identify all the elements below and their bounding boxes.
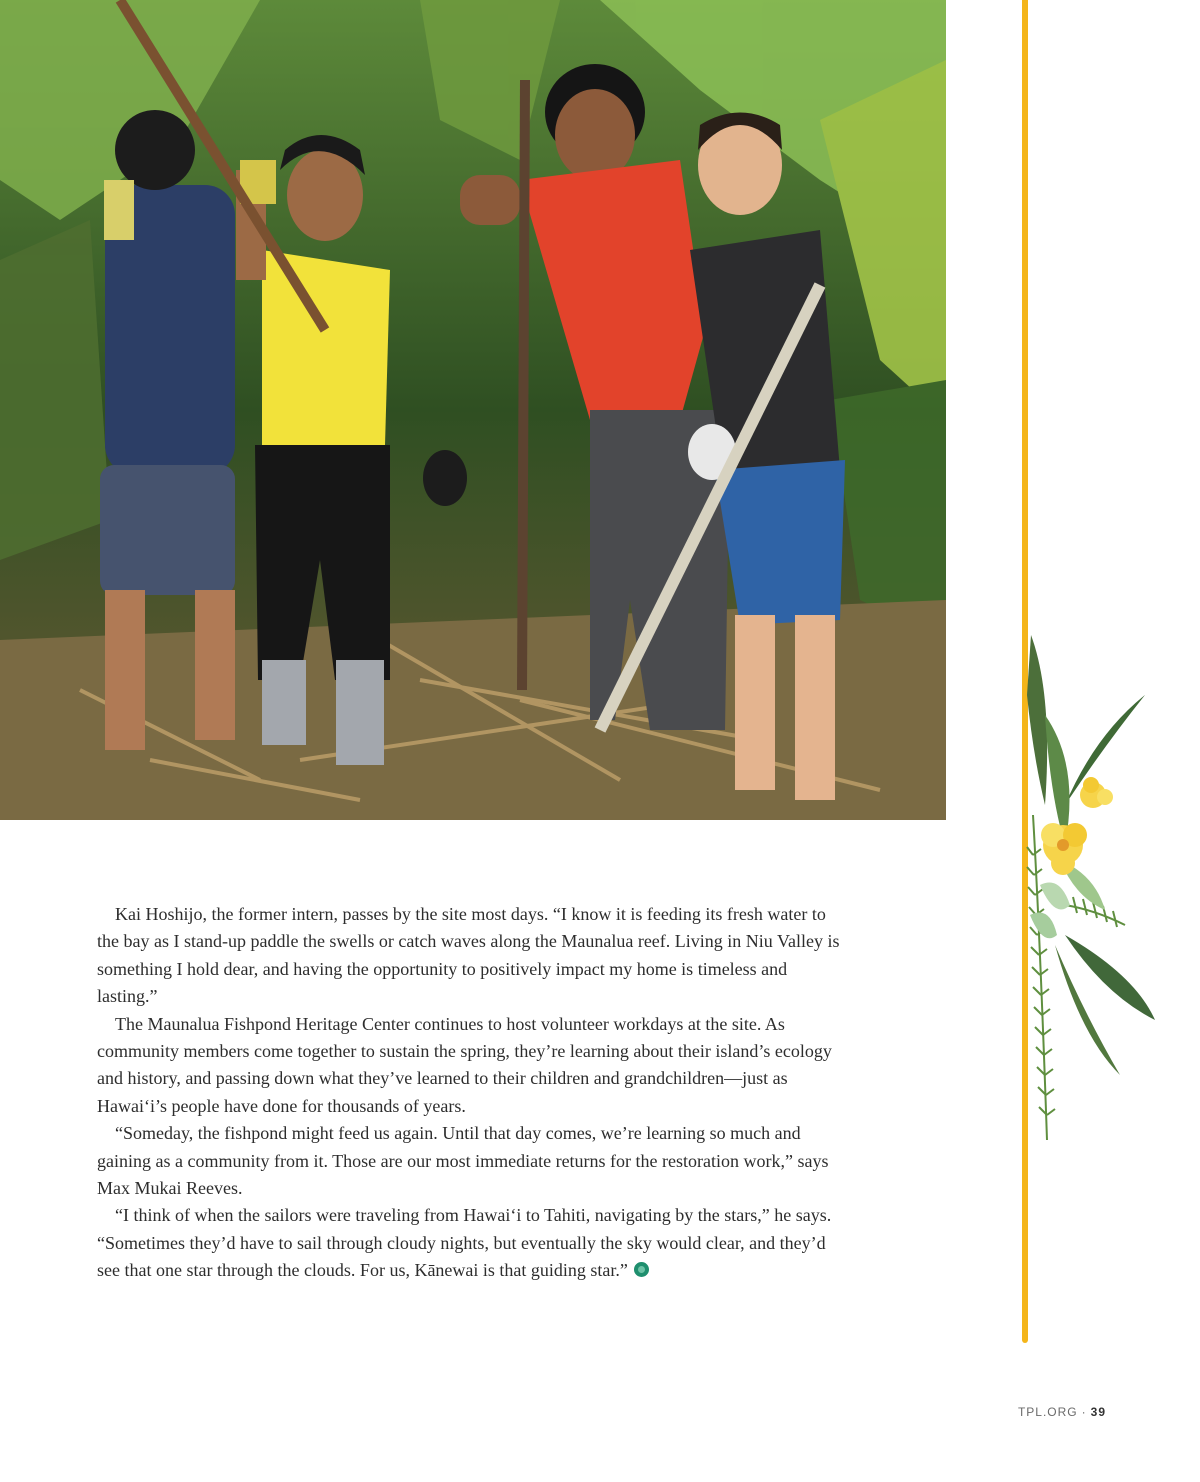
paragraph: “Someday, the fishpond might feed us again. Until that day comes, we’re learning so much and gaining as a community from it. Those are our most immediate returns for the restoration work,” says Max Mukai Reeves. xyxy=(97,1123,829,1199)
article-body xyxy=(97,901,849,1285)
tropical-plant-illustration xyxy=(1025,635,1165,1150)
paragraph: The Maunalua Fishpond Heritage Center continues to host volunteer workdays at the site. As community members come together to sustain the spring, they’re learning about their island’s ecology and history, and passing down what they’ve learned to their children and grandchildren—just as Hawai‘i’s people have done for thousands of years. xyxy=(97,1013,832,1116)
end-of-article-icon xyxy=(634,1262,649,1277)
page-folio xyxy=(1018,1405,1106,1419)
volunteers-photo xyxy=(0,0,946,820)
page-number: 39 xyxy=(1090,1405,1106,1419)
photo-illustration xyxy=(0,0,946,820)
folio-separator: · xyxy=(1081,1405,1087,1419)
paragraph-text: “I think of when the sailors were traveling from Hawai‘i to Tahiti, navigating by the stars,” he says. “Sometimes they’d have to sail through cloudy nights, but eventually the sky would clear, and they’d see that one star through the clouds. For us, Kānewai is that guiding star.” xyxy=(97,1205,832,1281)
paragraph-final xyxy=(97,1202,849,1284)
paragraph: Kai Hoshijo, the former intern, passes by the site most days. “I know it is feeding its fresh water to the bay as I stand-up paddle the swells or catch waves along the Maunalua reef. Living in Niu Valley is something I hold dear, and having the opportunity to positively impact my home is timeless and lasting.” xyxy=(97,904,840,1007)
site-name: TPL.ORG xyxy=(1017,1405,1078,1419)
